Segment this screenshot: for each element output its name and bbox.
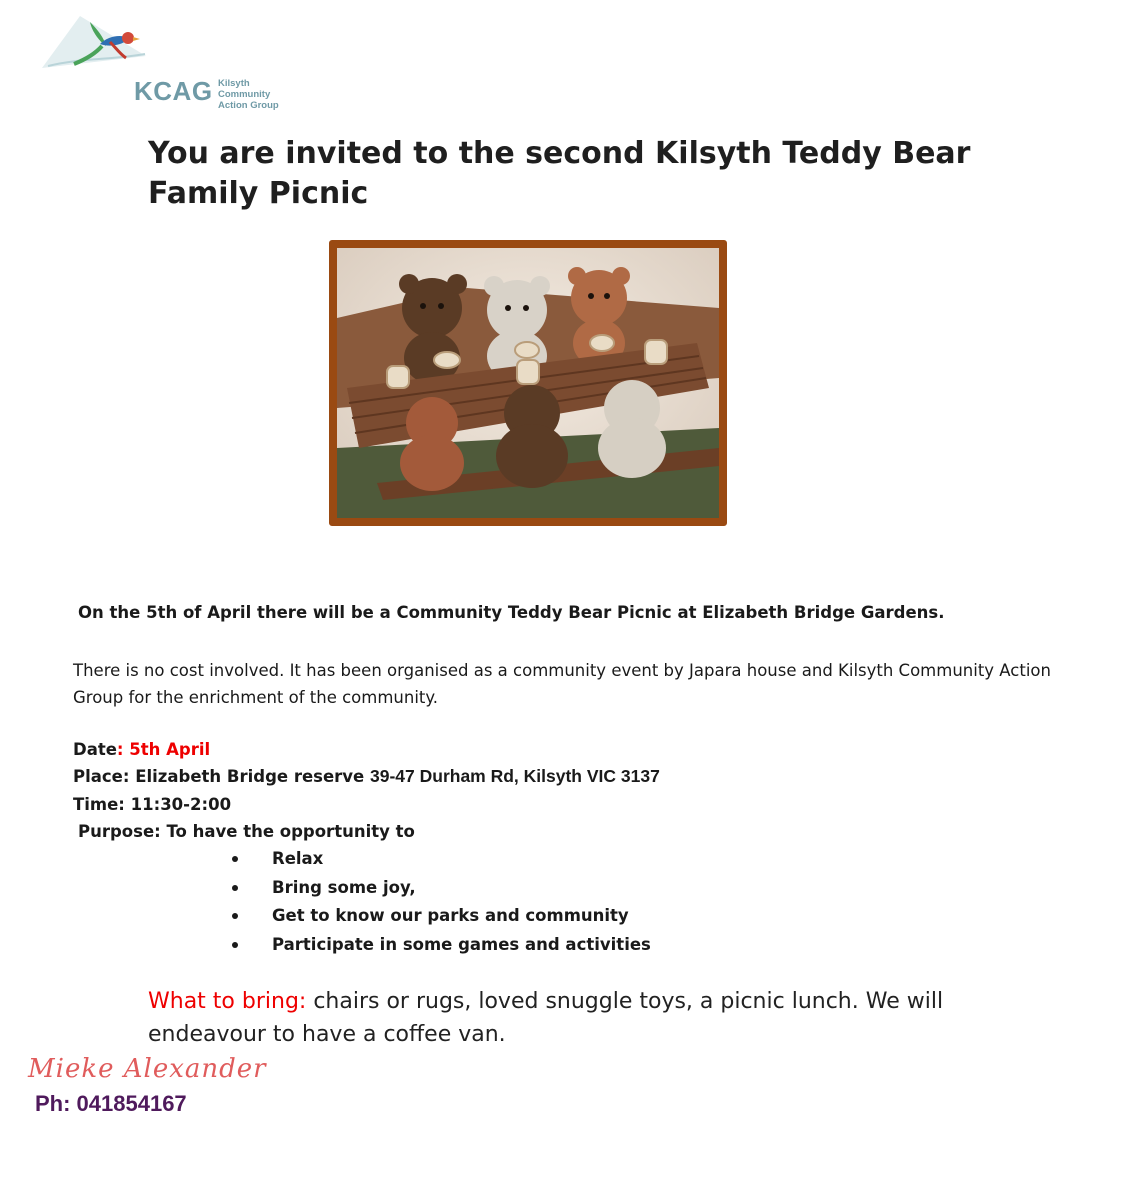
list-item: Participate in some games and activities — [232, 931, 651, 960]
place-line — [73, 763, 660, 790]
logo-subtitle-line2: Action Group — [218, 100, 279, 111]
kcag-logo — [40, 8, 290, 111]
intro-text: On the 5th of April there will be a Community Teddy Bear Picnic at Elizabeth Bridge Gardens. — [78, 603, 945, 622]
what-to-bring-label: What to bring: — [148, 989, 307, 1014]
place-label: Place: Elizabeth Bridge reserve — [73, 767, 370, 787]
event-details — [73, 736, 660, 845]
list-item: Get to know our parks and community — [232, 902, 651, 931]
date-line — [73, 736, 660, 763]
date-label: Date — [73, 740, 117, 759]
logo-subtitle — [218, 78, 290, 111]
what-to-bring — [148, 985, 1028, 1051]
teddy-bear-photo — [329, 240, 727, 526]
logo-wordmark: KCAG — [134, 76, 213, 106]
place-address: 39-47 Durham Rd, Kilsyth VIC 3137 — [370, 766, 660, 787]
purpose-line: Purpose: To have the opportunity to — [78, 821, 415, 841]
list-item: Bring some joy, — [232, 874, 651, 903]
invitation-title: You are invited to the second Kilsyth Teddy Bear Family Picnic — [148, 136, 971, 211]
logo-subtitle-line1: Kilsyth Community — [218, 78, 271, 100]
time-line: Time: 11:30-2:00 — [73, 794, 232, 814]
date-value: : 5th April — [116, 740, 211, 759]
purpose-list — [232, 845, 651, 959]
contact-name: Mieke Alexander — [28, 1054, 267, 1084]
list-item: Relax — [232, 845, 651, 874]
contact-phone: Ph: 041854167 — [35, 1091, 187, 1116]
cost-paragraph: There is no cost involved. It has been organised as a community event by Japara house and Kilsyth Community Action Group for the enrichment of the community. — [73, 661, 1051, 707]
what-to-bring-text: chairs or rugs, loved snuggle toys, a picnic lunch. We will endeavour to have a coffee van. — [148, 989, 944, 1047]
